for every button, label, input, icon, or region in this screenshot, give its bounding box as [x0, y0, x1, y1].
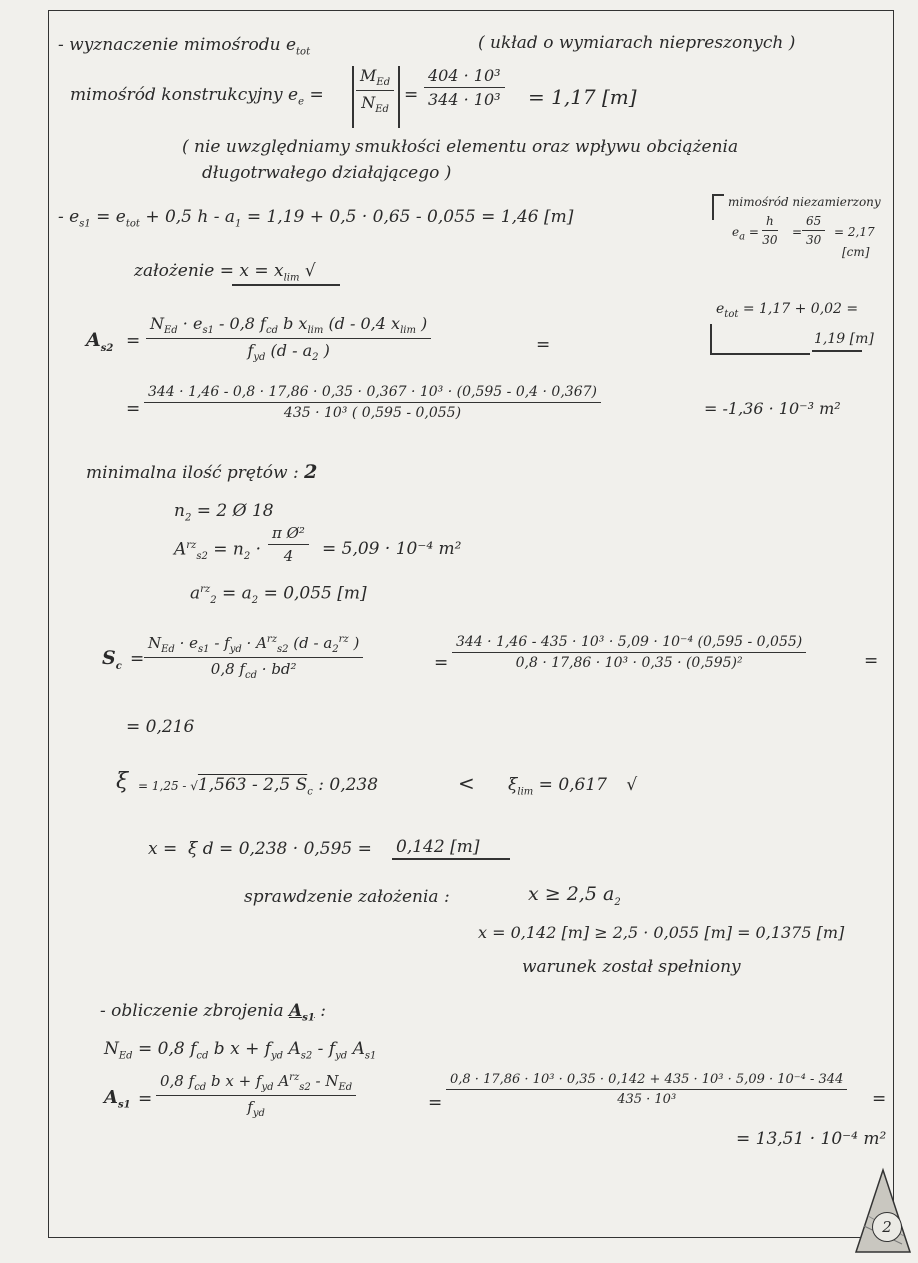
assumption-underline — [232, 284, 340, 286]
as2-eq: = — [126, 331, 141, 351]
sc-formula: $N_{Ed} \cdot e_{s1} - f_{yd} \cdot A^{rz}_{s2}$ ($d - a_2^{rz}$ ) 0,8 $f_{cd} \cdot bd^2$ — [144, 634, 363, 681]
etot-bracket — [710, 324, 712, 354]
as2-eq3: = — [126, 399, 141, 419]
as2r-frac: $\frac{\text{π Ø²}}{4}$ — [268, 524, 309, 565]
etot-result: 1,19 [m] — [814, 331, 874, 347]
x-formula: ξ d = 0,238 · 0,595 = — [188, 839, 372, 859]
x-result-underline — [392, 858, 510, 860]
note-slenderness: ( nie uwzględniamy smukłości elementu oraz wpływu obciążenia — [182, 137, 739, 157]
box-ea: $e_a$ = — [732, 225, 759, 243]
page-number: 2 — [872, 1212, 902, 1242]
sc-eq: = — [130, 649, 145, 669]
xi-formula: = 1,25 - √1,563 - 2,5 $S_c$ : 0,238 — [138, 775, 379, 798]
box-title: mimośród niezamierzony — [728, 195, 881, 209]
box-result: = 2,17 — [834, 225, 875, 239]
as1-result: = 13,51 · 10⁻⁴ m² — [736, 1129, 887, 1149]
sc-label: $S_c$ — [102, 647, 122, 672]
etot-underline — [812, 350, 862, 352]
assumption: założenie = $x = x_{lim}$ √ — [134, 261, 316, 284]
xi-lim: $\xi_{lim} = 0,617$ √ — [508, 775, 638, 798]
check-line: x = 0,142 [m] ≥ 2,5 · 0,055 [m] = 0,1375 [m] — [478, 923, 845, 942]
as1-formula: 0,8 $f_{cd}$ b $x + f_{yd}$ $A^{rz}_{s2} - N_{Ed}$ $f_{yd}$ — [156, 1072, 356, 1119]
xi-symbol: ξ — [116, 769, 129, 794]
box-eq: = — [792, 225, 803, 239]
note-paren: ( układ o wymiarach niepreszonych ) — [478, 33, 796, 53]
as2r-line: $A^{rz}_{s2} = n_2$ · — [174, 539, 262, 563]
page-number-triangle — [852, 1166, 914, 1256]
x-label: x = — [148, 839, 178, 859]
fraction-values: $\frac{\text{404 · 10³}}{\text{344 · 10³}}$ — [424, 66, 505, 109]
title-eccentricity: - wyznaczenie mimośrodu $e_{tot}$ — [58, 35, 311, 58]
as1-eq3: = — [872, 1089, 887, 1109]
as2-values: 344 · 1,46 - 0,8 · 17,86 · 0,35 · 0,367 · 10³ · (0,595 - 0,4 · 0,367) 435 · 10³ ( 0,595 - 0,055) — [144, 384, 601, 421]
ned-eq: $N_{Ed} = 0,8$ $f_{cd}$ b $x + f_{yd}$ $A_{s2} - f_{yd}$ $A_{s1}$ — [104, 1039, 377, 1062]
etot-bracket-bottom — [710, 353, 810, 355]
a2-line: $a^{rz}_2 = a_2 = 0,055$ [m] — [190, 583, 367, 607]
check-condition: x ≥ 2,5 $a_2$ — [528, 883, 621, 908]
check-ok: warunek został spełniony — [522, 957, 741, 977]
result-ee: = 1,17 [m] — [528, 85, 637, 109]
box-frac-65: $\frac{65}{30}$ — [802, 214, 825, 247]
sc-eq2: = — [434, 653, 449, 673]
box-bracket — [712, 194, 714, 220]
as1-label: $A_{s1}$ — [104, 1087, 131, 1111]
box-frac-h: $\frac{h}{30}$ — [762, 214, 778, 247]
sc-eq3: = — [864, 651, 879, 671]
as2-formula: $N_{Ed} \cdot e_{s1} - 0,8$ $f_{cd}$ b $x_{lim}$ (d - 0,4 $x_{lim}$ ) $f_{yd}$ ($d - a_2$ ) — [146, 314, 431, 363]
check-label: sprawdzenie założenia : — [244, 887, 450, 907]
as1-eq2: = — [428, 1093, 443, 1113]
box-bracket-top — [712, 194, 724, 196]
as2-result: = -1,36 · 10⁻³ m² — [704, 399, 841, 418]
sc-values: $\frac{\text{344 · 1,46 - 435 · 10³ · 5,09 · 10⁻⁴ (0,595 - 0,055)}}{\text{0,8 · 17,86 · 10³ · 0,35 · (0,595)²}}$ — [452, 634, 806, 671]
as2-label: $A_{s2}$ — [86, 329, 114, 354]
equals: = — [404, 85, 419, 105]
fraction-med-ned: $M_{Ed}$ $N_{Ed}$ — [356, 66, 394, 115]
xi-lt: < — [458, 771, 475, 795]
etot-sum: $e_{tot} = 1,17 + 0,02$ = — [716, 301, 859, 320]
abs-bar-right — [398, 66, 400, 128]
min-bars-label: minimalna ilość prętów : 2 — [86, 461, 318, 483]
label-construction-eccentricity: mimośród konstrukcyjny $e_e$ = — [70, 85, 324, 108]
es1-formula: - $e_{s1} = e_{tot} + 0,5$ $h - a_1 = 1,19 + 0,5 \cdot 0,65 - 0,055 = 1,46$ [m] — [58, 207, 574, 230]
box-unit: [cm] — [842, 245, 870, 259]
x-result: 0,142 [m] — [396, 837, 480, 857]
as1-values: 0,8 · 17,86 · 10³ · 0,35 · 0,142 + 435 · 10³ · 5,09 · 10⁻⁴ - 344 435 · 10³ — [446, 1072, 847, 1107]
as2-eq2: = — [536, 335, 551, 355]
note-longterm: długotrwałego działającego ) — [202, 163, 452, 183]
calc-title: - obliczenie zbrojenia $A_{s1}$ : — [100, 1001, 326, 1024]
as1-eq: = — [138, 1089, 153, 1109]
as2r-value: = 5,09 · 10⁻⁴ m² — [322, 539, 462, 559]
abs-bar-left — [352, 66, 354, 128]
n2-line: $n_2 = 2$ Ø 18 — [174, 501, 274, 524]
sc-result: = 0,216 — [126, 717, 195, 737]
